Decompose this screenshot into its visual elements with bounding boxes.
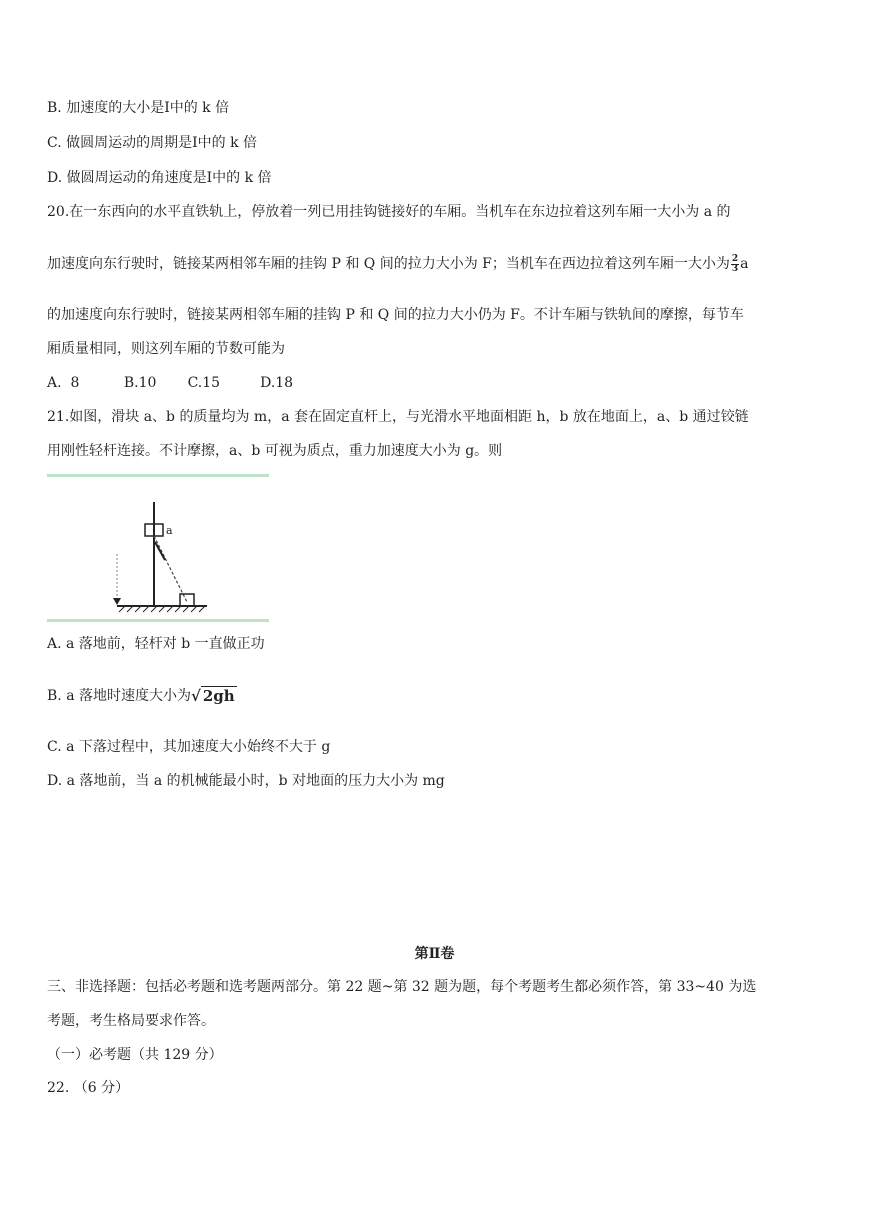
q20-line2-text: 加速度向东行驶时，链接某两相邻车厢的挂钩 P 和 Q 间的拉力大小为 F；当机车在西边拉着这列车厢一大小为 <box>47 256 730 272</box>
figure-drawing <box>47 474 269 622</box>
q20-line2-tail: a <box>740 256 749 272</box>
sqrt-2gh: √ 2gh <box>191 687 235 705</box>
q21-option-b-text: B. a 落地时速度大小为 <box>47 688 191 704</box>
slider-rod-figure <box>47 474 269 622</box>
label-a: a <box>166 524 173 537</box>
q21-line1: 21.如图，滑块 a、b 的质量均为 m，a 套在固定直杆上，与光滑水平地面相距 h，b 放在地面上，a、b 通过铰链 <box>47 409 749 425</box>
section-line3: （一）必考题（共 129 分） <box>47 1047 223 1063</box>
fraction-two-thirds <box>731 255 739 274</box>
option-d-q19: D. 做圆周运动的角速度是Ⅰ中的 k 倍 <box>47 170 272 186</box>
q20-line1: 20.在一东西向的水平直铁轨上，停放着一列已用挂钩链接好的车厢。当机车在东边拉着这列车厢一大小为 a 的 <box>47 204 731 220</box>
fraction-denominator: 3 <box>731 263 739 274</box>
fraction-numerator: 2 <box>731 253 739 264</box>
q21-line2: 用刚性轻杆连接。不计摩擦，a、b 可视为质点，重力加速度大小为 g。则 <box>47 443 503 459</box>
section-line4: 22. （6 分） <box>47 1080 130 1096</box>
q20-options: A. 8 B.10 C.15 D.18 <box>47 375 294 391</box>
q21-option-a: A. a 落地前，轻杆对 b 一直做正功 <box>47 636 265 652</box>
q20-line4: 厢质量相同，则这列车厢的节数可能为 <box>47 341 285 357</box>
q20-line2 <box>47 254 749 274</box>
section-line2: 考题，考生格局要求作答。 <box>47 1013 215 1029</box>
q21-option-c: C. a 下落过程中，其加速度大小始终不大于 g <box>47 739 331 755</box>
section-title: 第Ⅱ卷 <box>414 946 455 962</box>
sqrt-radicand: 2gh <box>202 687 235 705</box>
option-c-q19: C. 做圆周运动的周期是Ⅰ中的 k 倍 <box>47 135 258 151</box>
q21-option-b <box>47 686 237 706</box>
section-line1: 三、非选择题：包括必考题和选考题两部分。第 22 题~第 32 题为题，每个考题考生都必须作答，第 33~40 为选 <box>47 979 757 995</box>
q20-line3: 的加速度向东行驶时，链接某两相邻车厢的挂钩 P 和 Q 间的拉力大小仍为 F。不计车厢与铁轨间的摩擦，每节车 <box>47 307 744 323</box>
option-b-q19: B. 加速度的大小是Ⅰ中的 k 倍 <box>47 100 230 116</box>
q21-option-d: D. a 落地前，当 a 的机械能最小时，b 对地面的压力大小为 mg <box>47 773 445 789</box>
